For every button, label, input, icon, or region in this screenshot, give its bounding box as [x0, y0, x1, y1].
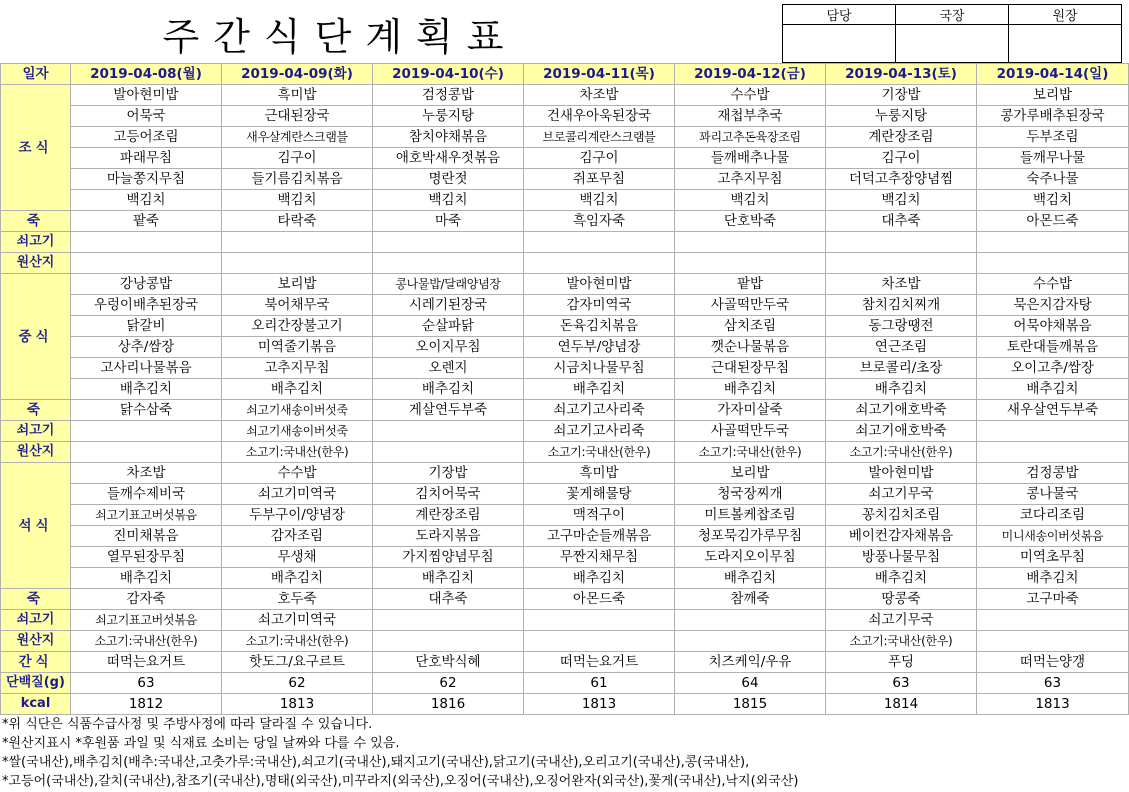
menu-cell: 백김치 — [524, 190, 675, 211]
snack-cell: 단호박식혜 — [373, 652, 524, 673]
kcal-cell: 1812 — [71, 694, 222, 715]
menu-cell: 새우살계란스크램블 — [222, 127, 373, 148]
menu-cell: 삼치조림 — [675, 316, 826, 337]
menu-cell: 콩나물밥/달래양념장 — [373, 274, 524, 295]
kcal-cell: 1815 — [675, 694, 826, 715]
origin-cell — [71, 442, 222, 463]
menu-cell: 보리밥 — [675, 463, 826, 484]
protein-cell: 61 — [524, 673, 675, 694]
menu-cell: 김구이 — [524, 148, 675, 169]
menu-cell: 참치김치찌개 — [826, 295, 977, 316]
porridge-cell: 호두죽 — [222, 589, 373, 610]
date-cell: 2019-04-08(월) — [71, 64, 222, 85]
origin-cell — [373, 253, 524, 274]
porridge-cell: 닭수삼죽 — [71, 400, 222, 421]
menu-cell: 애호박새우젓볶음 — [373, 148, 524, 169]
menu-cell: 오렌지 — [373, 358, 524, 379]
origin-cell — [675, 631, 826, 652]
origin-cell — [675, 232, 826, 253]
origin-cell — [222, 253, 373, 274]
porridge-cell: 쇠고기새송이버섯죽 — [222, 400, 373, 421]
menu-cell: 마늘쫑지무침 — [71, 169, 222, 190]
porridge-row — [1, 589, 1129, 610]
menu-cell: 도라지오이무침 — [675, 547, 826, 568]
kcal-cell: 1813 — [977, 694, 1129, 715]
menu-cell: 누룽지탕 — [826, 106, 977, 127]
origin-cell — [524, 610, 675, 631]
menu-cell: 오리간장불고기 — [222, 316, 373, 337]
menu-cell: 들깨무나물 — [977, 148, 1129, 169]
menu-cell: 깻순나물볶음 — [675, 337, 826, 358]
kcal-cell: 1813 — [222, 694, 373, 715]
origin-cell: 소고기:국내산(한우) — [524, 442, 675, 463]
origin-cell — [71, 232, 222, 253]
protein-cell: 64 — [675, 673, 826, 694]
menu-cell: 맥적구이 — [524, 505, 675, 526]
note-line: *고등어(국내산),갈치(국내산),참조기(국내산),명태(외국산),미꾸라지(외국산),오징어(국내산),오징어완자(외국산),꽃게(국내산),낙지(외국산) — [2, 774, 799, 789]
menu-cell: 보리밥 — [222, 274, 373, 295]
page-title: 주간식단계획표 — [162, 14, 518, 59]
menu-cell: 강낭콩밥 — [71, 274, 222, 295]
menu-cell: 북어채무국 — [222, 295, 373, 316]
menu-cell: 시금치나물무침 — [524, 358, 675, 379]
porridge-cell: 가자미살죽 — [675, 400, 826, 421]
menu-cell: 꽁치김치조림 — [826, 505, 977, 526]
notes — [2, 715, 1127, 791]
porridge-row — [1, 211, 1129, 232]
breakfast-row — [1, 106, 1129, 127]
origin-cell — [524, 232, 675, 253]
porridge-cell: 새우살연두부죽 — [977, 400, 1129, 421]
origin-cell — [71, 421, 222, 442]
origin-cell — [977, 253, 1129, 274]
menu-cell: 더덕고추장양념찜 — [826, 169, 977, 190]
menu-cell: 계란장조림 — [826, 127, 977, 148]
porridge-cell: 팥죽 — [71, 211, 222, 232]
origin-cell — [977, 232, 1129, 253]
origin-cell: 쇠고기표고버섯볶음 — [71, 610, 222, 631]
menu-cell: 배추김치 — [977, 379, 1129, 400]
menu-cell: 콩가루배추된장국 — [977, 106, 1129, 127]
menu-cell: 브로콜리/초장 — [826, 358, 977, 379]
note-line: *위 식단은 식품수급사정 및 주방사정에 따라 달라질 수 있습니다. — [2, 717, 373, 732]
menu-cell: 청포묵김가루무침 — [675, 526, 826, 547]
menu-cell: 계란장조림 — [373, 505, 524, 526]
origin-cell — [373, 610, 524, 631]
lunch-row — [1, 358, 1129, 379]
origin-label: 원산지 — [1, 631, 71, 652]
origin-row — [1, 232, 1129, 253]
lunch-row — [1, 274, 1129, 295]
porridge-cell: 감자죽 — [71, 589, 222, 610]
date-cell: 2019-04-09(화) — [222, 64, 373, 85]
protein-cell: 63 — [977, 673, 1129, 694]
menu-cell: 코다리조림 — [977, 505, 1129, 526]
menu-cell: 어묵야채볶음 — [977, 316, 1129, 337]
porridge-cell: 참깨죽 — [675, 589, 826, 610]
origin-cell — [977, 421, 1129, 442]
menu-cell: 고추지무침 — [675, 169, 826, 190]
menu-cell: 누룽지탕 — [373, 106, 524, 127]
date-cell: 2019-04-11(목) — [524, 64, 675, 85]
menu-cell: 고사리나물볶음 — [71, 358, 222, 379]
origin-cell — [977, 631, 1129, 652]
origin-cell — [826, 232, 977, 253]
protein-cell: 62 — [222, 673, 373, 694]
menu-cell: 방풍나물무침 — [826, 547, 977, 568]
porridge-cell: 흑임자죽 — [524, 211, 675, 232]
dinner-row — [1, 463, 1129, 484]
menu-cell: 쇠고기무국 — [826, 484, 977, 505]
origin-label: 원산지 — [1, 253, 71, 274]
origin-cell — [977, 610, 1129, 631]
snack-cell: 떠먹는요거트 — [71, 652, 222, 673]
menu-cell: 쇠고기표고버섯볶음 — [71, 505, 222, 526]
origin-cell: 소고기:국내산(한우) — [222, 442, 373, 463]
menu-cell: 닭갈비 — [71, 316, 222, 337]
menu-cell: 고추지무침 — [222, 358, 373, 379]
menu-cell: 묵은지감자탕 — [977, 295, 1129, 316]
menu-cell: 발아현미밥 — [826, 463, 977, 484]
approval-sign-cell[interactable] — [896, 25, 1009, 63]
origin-cell: 사골떡만두국 — [675, 421, 826, 442]
note-line: *원산지표시 *후원품 과일 및 식재료 소비는 당일 날짜와 다를 수 있음. — [2, 736, 400, 751]
menu-cell: 백김치 — [977, 190, 1129, 211]
lunch-row — [1, 337, 1129, 358]
origin-cell — [373, 232, 524, 253]
menu-cell: 무생채 — [222, 547, 373, 568]
origin-cell — [71, 253, 222, 274]
menu-cell: 감자조림 — [222, 526, 373, 547]
menu-cell: 배추김치 — [71, 379, 222, 400]
menu-cell: 차조밥 — [826, 274, 977, 295]
origin-cell: 소고기:국내산(한우) — [222, 631, 373, 652]
menu-cell: 미역줄기볶음 — [222, 337, 373, 358]
dinner-row — [1, 505, 1129, 526]
menu-cell: 명란젓 — [373, 169, 524, 190]
menu-cell: 검정콩밥 — [373, 85, 524, 106]
porridge-cell: 대추죽 — [373, 589, 524, 610]
origin-cell: 쇠고기무국 — [826, 610, 977, 631]
kcal-cell: 1813 — [524, 694, 675, 715]
menu-cell: 들기름김치볶음 — [222, 169, 373, 190]
menu-cell: 수수밥 — [675, 85, 826, 106]
porridge-row-label: 죽 — [1, 589, 71, 610]
menu-cell: 수수밥 — [222, 463, 373, 484]
snack-cell: 떠먹는요거트 — [524, 652, 675, 673]
menu-cell: 감자미역국 — [524, 295, 675, 316]
note-line: *쌀(국내산),배추김치(배추:국내산,고춧가루:국내산),쇠고기(국내산),돼지고기(국내산),닭고기(국내산),오리고기(국내산),콩(국내산), — [2, 755, 750, 770]
menu-cell: 흑미밥 — [524, 463, 675, 484]
menu-cell: 백김치 — [826, 190, 977, 211]
origin-label: 원산지 — [1, 442, 71, 463]
origin-cell — [373, 442, 524, 463]
menu-cell: 발아현미밥 — [71, 85, 222, 106]
approval-sign-cell[interactable] — [1009, 25, 1122, 63]
approval-label: 원장 — [1009, 5, 1122, 25]
kcal-cell: 1816 — [373, 694, 524, 715]
menu-cell: 검정콩밥 — [977, 463, 1129, 484]
menu-cell: 가지찜양념무침 — [373, 547, 524, 568]
protein-cell: 62 — [373, 673, 524, 694]
origin-cell: 쇠고기애호박죽 — [826, 421, 977, 442]
menu-cell: 오이지무침 — [373, 337, 524, 358]
menu-cell: 발아현미밥 — [524, 274, 675, 295]
menu-cell: 꽈리고추돈육장조림 — [675, 127, 826, 148]
approval-sign-cell[interactable] — [783, 25, 896, 63]
snack-row — [1, 652, 1129, 673]
menu-cell: 흑미밥 — [222, 85, 373, 106]
menu-cell: 백김치 — [675, 190, 826, 211]
menu-cell: 백김치 — [373, 190, 524, 211]
meal-label: 중식 — [1, 274, 71, 400]
snack-cell: 핫도그/요구르트 — [222, 652, 373, 673]
menu-cell: 근대된장무침 — [675, 358, 826, 379]
origin-cell — [826, 253, 977, 274]
menu-cell: 두부구이/양념장 — [222, 505, 373, 526]
breakfast-row — [1, 190, 1129, 211]
dinner-row — [1, 526, 1129, 547]
origin-label: 쇠고기 — [1, 610, 71, 631]
kcal-cell: 1814 — [826, 694, 977, 715]
origin-cell: 소고기:국내산(한우) — [826, 631, 977, 652]
breakfast-row — [1, 169, 1129, 190]
approval-box — [782, 4, 1122, 63]
menu-cell: 진미채볶음 — [71, 526, 222, 547]
menu-cell: 김치어묵국 — [373, 484, 524, 505]
porridge-cell: 단호박죽 — [675, 211, 826, 232]
menu-cell: 백김치 — [71, 190, 222, 211]
porridge-cell: 대추죽 — [826, 211, 977, 232]
origin-cell — [524, 631, 675, 652]
date-cell: 2019-04-12(금) — [675, 64, 826, 85]
menu-cell: 사골떡만두국 — [675, 295, 826, 316]
menu-cell: 상추/쌈장 — [71, 337, 222, 358]
lunch-row — [1, 379, 1129, 400]
origin-row — [1, 421, 1129, 442]
date-cell: 2019-04-13(토) — [826, 64, 977, 85]
protein-cell: 63 — [826, 673, 977, 694]
menu-cell: 어묵국 — [71, 106, 222, 127]
menu-cell: 배추김치 — [373, 568, 524, 589]
origin-cell: 쇠고기미역국 — [222, 610, 373, 631]
origin-row — [1, 631, 1129, 652]
menu-cell: 오이고추/쌈장 — [977, 358, 1129, 379]
menu-cell: 근대된장국 — [222, 106, 373, 127]
menu-cell: 열무된장무침 — [71, 547, 222, 568]
snack-cell: 치즈케익/우유 — [675, 652, 826, 673]
menu-cell: 기장밥 — [826, 85, 977, 106]
lunch-row — [1, 316, 1129, 337]
weekly-menu-table — [0, 63, 1129, 715]
menu-cell: 차조밥 — [71, 463, 222, 484]
protein-cell: 63 — [71, 673, 222, 694]
porridge-cell: 쇠고기고사리죽 — [524, 400, 675, 421]
approval-label: 국장 — [896, 5, 1009, 25]
menu-cell: 브로콜리계란스크램블 — [524, 127, 675, 148]
menu-cell: 쥐포무침 — [524, 169, 675, 190]
menu-cell: 김구이 — [826, 148, 977, 169]
menu-cell: 재첩부추국 — [675, 106, 826, 127]
menu-cell: 건새우아욱된장국 — [524, 106, 675, 127]
origin-cell — [675, 610, 826, 631]
origin-row — [1, 610, 1129, 631]
menu-cell: 숙주나물 — [977, 169, 1129, 190]
menu-cell: 콩나물국 — [977, 484, 1129, 505]
menu-cell: 수수밥 — [977, 274, 1129, 295]
dinner-row — [1, 547, 1129, 568]
snack-row-label: 간식 — [1, 652, 71, 673]
menu-cell: 차조밥 — [524, 85, 675, 106]
menu-cell: 연근조림 — [826, 337, 977, 358]
dinner-row — [1, 568, 1129, 589]
porridge-cell: 땅콩죽 — [826, 589, 977, 610]
origin-label: 쇠고기 — [1, 232, 71, 253]
approval-label: 담당 — [783, 5, 896, 25]
date-cell: 2019-04-14(일) — [977, 64, 1129, 85]
porridge-cell: 쇠고기애호박죽 — [826, 400, 977, 421]
meal-label: 석식 — [1, 463, 71, 589]
menu-cell: 우렁이배추된장국 — [71, 295, 222, 316]
breakfast-row — [1, 85, 1129, 106]
menu-cell: 배추김치 — [71, 568, 222, 589]
origin-label: 쇠고기 — [1, 421, 71, 442]
porridge-cell: 게살연두부죽 — [373, 400, 524, 421]
menu-cell: 배추김치 — [675, 568, 826, 589]
menu-cell: 들깨수제비국 — [71, 484, 222, 505]
menu-cell: 꽃게해물탕 — [524, 484, 675, 505]
origin-cell: 소고기:국내산(한우) — [71, 631, 222, 652]
date-label: 일자 — [1, 64, 71, 85]
menu-cell: 두부조림 — [977, 127, 1129, 148]
snack-cell: 푸딩 — [826, 652, 977, 673]
menu-cell: 보리밥 — [977, 85, 1129, 106]
menu-cell: 배추김치 — [524, 568, 675, 589]
porridge-row-label: 죽 — [1, 211, 71, 232]
menu-cell: 쇠고기미역국 — [222, 484, 373, 505]
protein-row — [1, 673, 1129, 694]
menu-cell: 들깨배추나물 — [675, 148, 826, 169]
menu-cell: 배추김치 — [373, 379, 524, 400]
kcal-row — [1, 694, 1129, 715]
menu-cell: 베이컨감자채볶음 — [826, 526, 977, 547]
menu-cell: 돈육김치볶음 — [524, 316, 675, 337]
menu-cell: 연두부/양념장 — [524, 337, 675, 358]
menu-cell: 팥밥 — [675, 274, 826, 295]
menu-cell: 파래무침 — [71, 148, 222, 169]
lunch-row — [1, 295, 1129, 316]
menu-cell: 기장밥 — [373, 463, 524, 484]
menu-cell: 동그랑땡전 — [826, 316, 977, 337]
origin-cell: 소고기:국내산(한우) — [826, 442, 977, 463]
porridge-cell: 타락죽 — [222, 211, 373, 232]
porridge-cell: 아몬드죽 — [977, 211, 1129, 232]
menu-cell: 순살파닭 — [373, 316, 524, 337]
menu-cell: 김구이 — [222, 148, 373, 169]
meal-label: 조식 — [1, 85, 71, 211]
menu-cell: 고구마순들깨볶음 — [524, 526, 675, 547]
menu-cell: 토란대들깨볶음 — [977, 337, 1129, 358]
origin-cell — [222, 232, 373, 253]
porridge-cell: 고구마죽 — [977, 589, 1129, 610]
porridge-row-label: 죽 — [1, 400, 71, 421]
origin-row — [1, 253, 1129, 274]
breakfast-row — [1, 148, 1129, 169]
menu-cell: 미니새송이버섯볶음 — [977, 526, 1129, 547]
origin-cell — [675, 253, 826, 274]
origin-cell — [373, 631, 524, 652]
menu-cell: 시레기된장국 — [373, 295, 524, 316]
kcal-row-label: kcal — [1, 694, 71, 715]
porridge-cell: 마죽 — [373, 211, 524, 232]
porridge-cell: 아몬드죽 — [524, 589, 675, 610]
dinner-row — [1, 484, 1129, 505]
origin-cell: 소고기:국내산(한우) — [675, 442, 826, 463]
menu-cell: 배추김치 — [222, 379, 373, 400]
menu-cell: 참치야채볶음 — [373, 127, 524, 148]
menu-cell: 고등어조림 — [71, 127, 222, 148]
menu-cell: 미역초무침 — [977, 547, 1129, 568]
menu-cell: 배추김치 — [222, 568, 373, 589]
origin-cell — [977, 442, 1129, 463]
menu-cell: 배추김치 — [826, 379, 977, 400]
menu-cell: 청국장찌개 — [675, 484, 826, 505]
origin-row — [1, 442, 1129, 463]
porridge-row — [1, 400, 1129, 421]
breakfast-row — [1, 127, 1129, 148]
date-cell: 2019-04-10(수) — [373, 64, 524, 85]
menu-cell: 배추김치 — [524, 379, 675, 400]
snack-cell: 떠먹는양갱 — [977, 652, 1129, 673]
origin-cell — [524, 253, 675, 274]
origin-cell — [373, 421, 524, 442]
menu-cell: 미트볼케찹조림 — [675, 505, 826, 526]
menu-cell: 백김치 — [222, 190, 373, 211]
menu-cell: 무짠지채무침 — [524, 547, 675, 568]
origin-cell: 쇠고기새송이버섯죽 — [222, 421, 373, 442]
menu-cell: 배추김치 — [675, 379, 826, 400]
header-row — [1, 64, 1129, 85]
menu-cell: 도라지볶음 — [373, 526, 524, 547]
menu-cell: 배추김치 — [826, 568, 977, 589]
origin-cell: 쇠고기고사리죽 — [524, 421, 675, 442]
menu-cell: 배추김치 — [977, 568, 1129, 589]
protein-row-label: 단백질(g) — [1, 673, 71, 694]
